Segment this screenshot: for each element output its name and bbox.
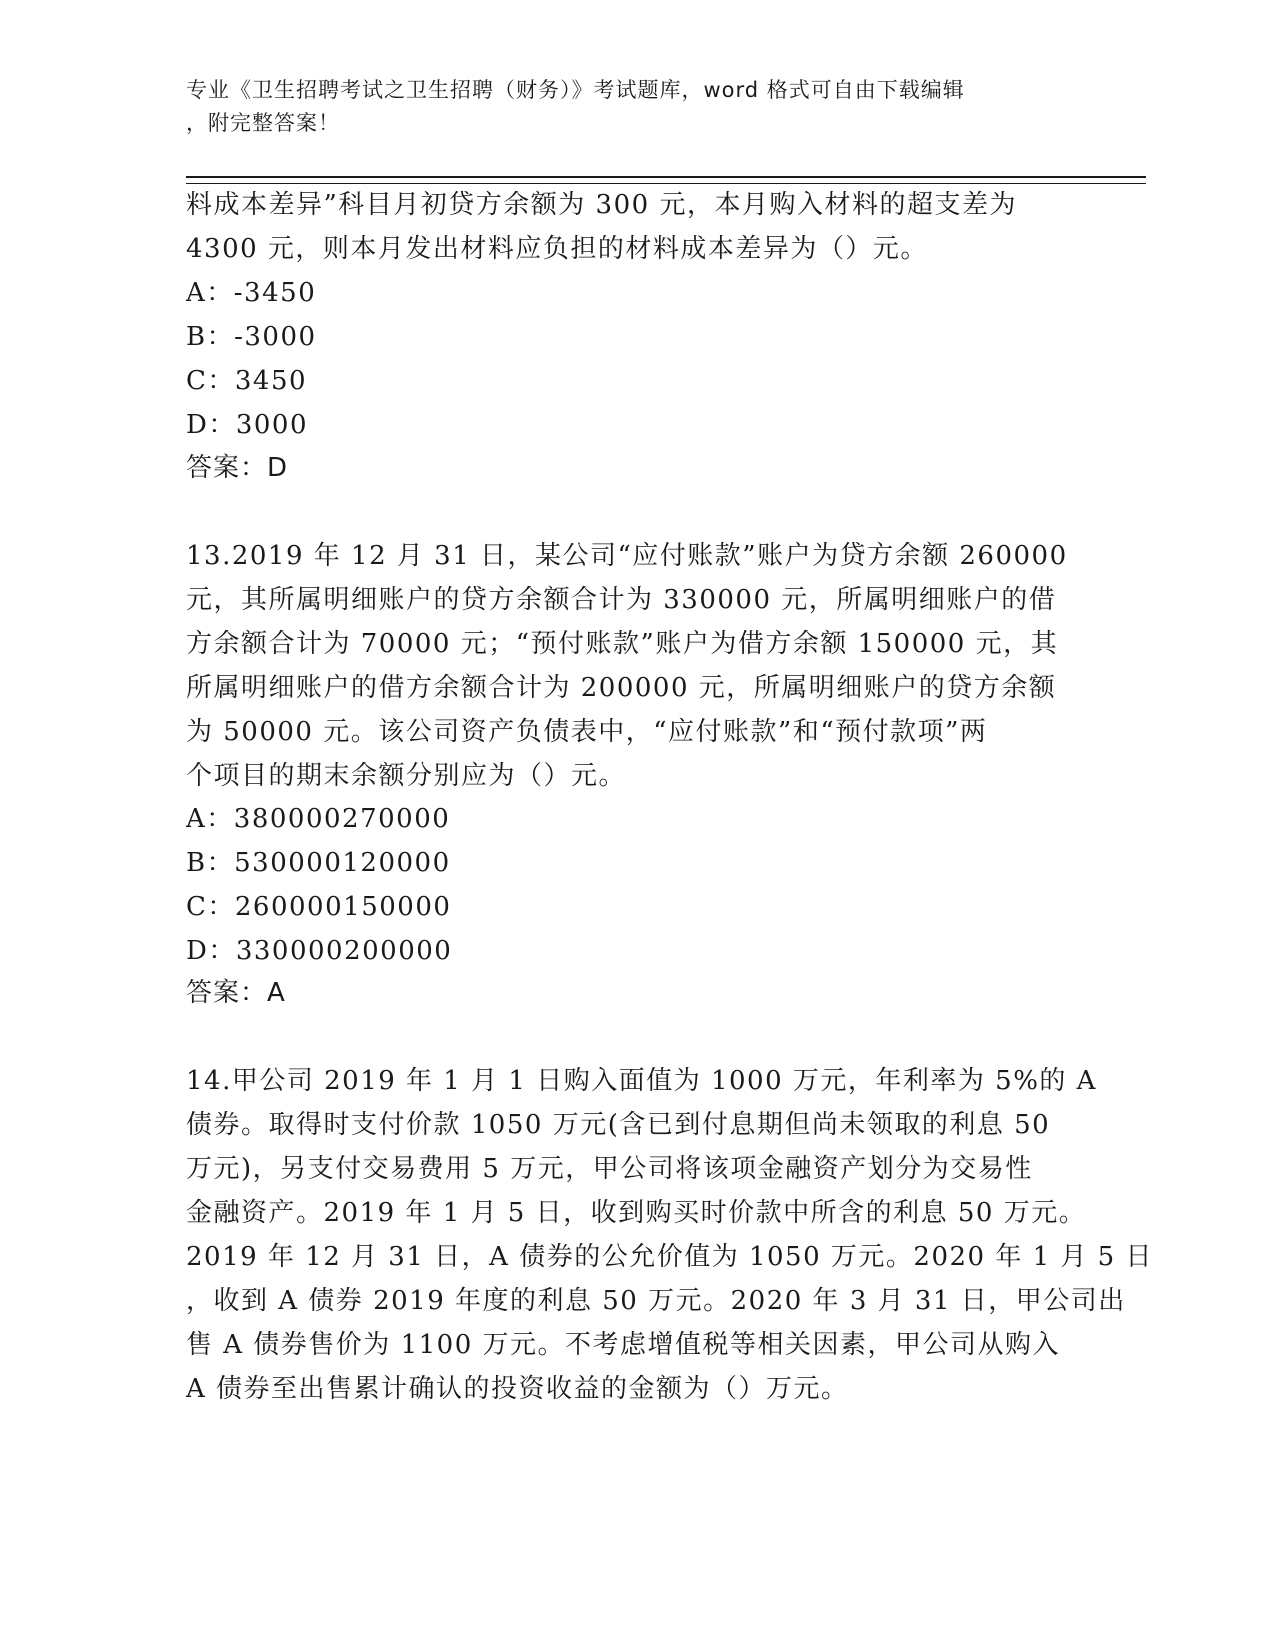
header-rule-thick: [186, 176, 1146, 178]
question-stem-line: 方余额合计为 70000 元；“预付账款”账户为借方余额 150000 元，其: [186, 629, 1059, 659]
question-stem-line: 所属明细账户的借方余额合计为 200000 元，所属明细账户的贷方余额: [186, 673, 1057, 703]
question-stem-line: 2019 年 12 月 31 日，A 债券的公允价值为 1050 万元。2020 年 1 月 5 日: [186, 1242, 1153, 1272]
option-b: B：-3000: [186, 322, 317, 352]
answer: 答案：D: [186, 453, 289, 483]
question-stem-line: 金融资产。2019 年 1 月 5 日，收到购买时价款中所含的利息 50 万元。: [186, 1198, 1087, 1228]
question-stem-line: 14.甲公司 2019 年 1 月 1 日购入面值为 1000 万元，年利率为 5%的 A: [186, 1066, 1097, 1096]
header-line-1: 专业《卫生招聘考试之卫生招聘（财务）》考试题库，word 格式可自由下载编辑: [186, 78, 965, 102]
option-a: A：-3450: [186, 278, 317, 308]
question-stem-line: 债券。取得时支付价款 1050 万元(含已到付息期但尚未领取的利息 50: [186, 1110, 1051, 1140]
page-header: [186, 74, 1066, 140]
header-line-2: ，附完整答案！: [186, 111, 340, 135]
question-stem-line: 4300 元，则本月发出材料应负担的材料成本差异为（）元。: [186, 234, 928, 264]
option-d: D：330000200000: [186, 936, 453, 966]
question-stem-line: 为 50000 元。该公司资产负债表中，“应付账款”和“预付款项”两: [186, 717, 988, 747]
option-c: C：3450: [186, 366, 308, 396]
question-stem-line: 售 A 债券售价为 1100 万元。不考虑增值税等相关因素，甲公司从购入: [186, 1330, 1061, 1360]
option-a: A：380000270000: [186, 804, 451, 834]
option-c: C：260000150000: [186, 892, 452, 922]
option-b: B：530000120000: [186, 848, 451, 878]
question-stem-line: 13.2019 年 12 月 31 日，某公司“应付账款”账户为贷方余额 260000: [186, 541, 1068, 571]
question-stem-line: 万元)，另支付交易费用 5 万元，甲公司将该项金融资产划分为交易性: [186, 1154, 1033, 1184]
question-stem-line: 料成本差异”科目月初贷方余额为 300 元，本月购入材料的超支差为: [186, 190, 1017, 220]
question-stem-line: 个项目的期末余额分别应为（）元。: [186, 761, 627, 791]
question-stem-line: 元，其所属明细账户的贷方余额合计为 330000 元，所属明细账户的借: [186, 585, 1057, 615]
question-stem-line: ，收到 A 债券 2019 年度的利息 50 万元。2020 年 3 月 31 日，甲公司出: [186, 1286, 1126, 1316]
question-stem-line: A 债券至出售累计确认的投资收益的金额为（）万元。: [186, 1374, 849, 1404]
answer: 答案：A: [186, 978, 286, 1008]
option-d: D：3000: [186, 410, 309, 440]
